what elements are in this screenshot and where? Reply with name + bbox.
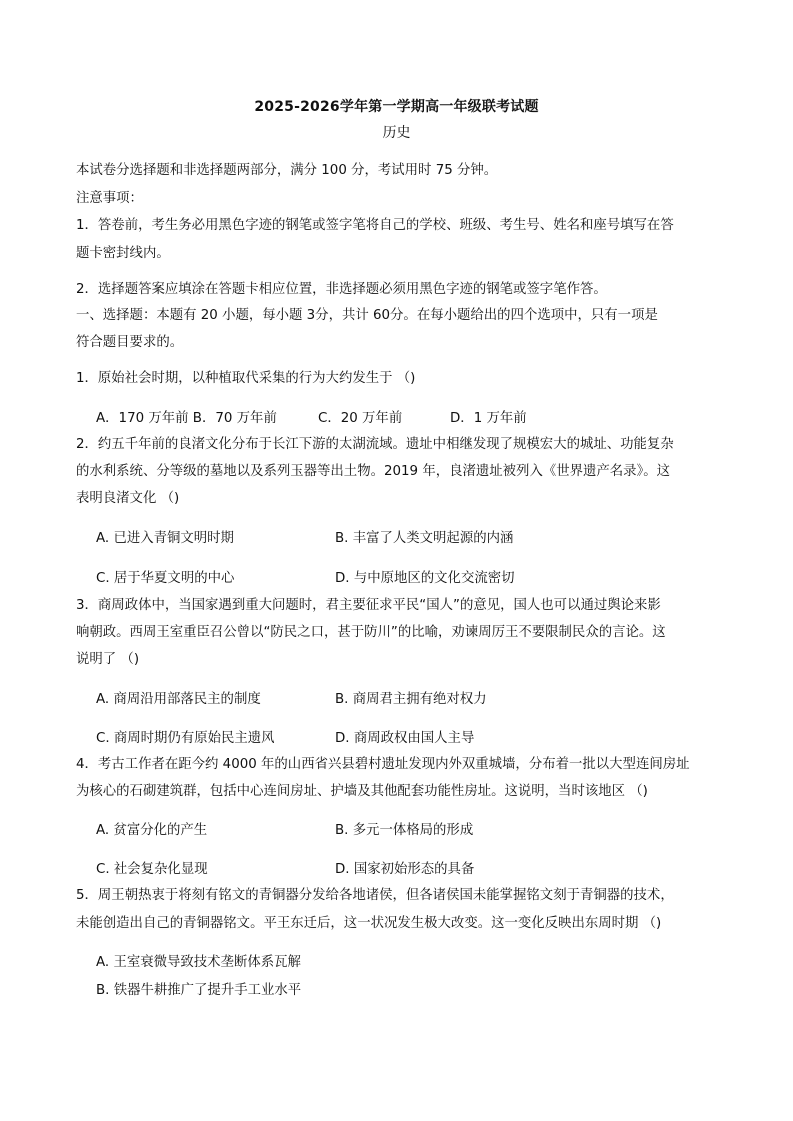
note-1-line-2: 题卡密封线内。 (76, 246, 170, 261)
question-1-options (0, 410, 793, 428)
option-b: B. 商周君主拥有绝对权力 (335, 692, 487, 707)
question-1-stem: 1．原始社会时期，以种植取代采集的行为大约发生于 （) (76, 371, 416, 386)
option-d: D. 商周政权由国人主导 (335, 731, 475, 746)
question-4-options-row-1 (0, 822, 793, 840)
option-c: C．20 万年前 (318, 411, 403, 426)
question-2-options-row-2 (0, 570, 793, 588)
option-a: A. 贫富分化的产生 (96, 823, 208, 838)
question-4-options-row-2 (0, 861, 793, 879)
question-4-stem-line-2: 为核心的石砌建筑群，包括中心连间房址、护墙及其他配套功能性房址。这说明，当时该地区 （) (76, 784, 648, 799)
question-2-stem-line-1: 2．约五千年前的良渚文化分布于长江下游的太湖流域。遗址中相继发现了规模宏大的城址、功能复杂 (76, 437, 674, 452)
note-2: 2．选择题答案应填涂在答题卡相应位置，非选择题必须用黑色字迹的钢笔或签字笔作答。 (76, 282, 607, 297)
option-b: B. 丰富了人类文明起源的内涵 (335, 531, 514, 546)
option-d: D. 国家初始形态的具备 (335, 862, 475, 877)
question-5-option-b: B. 铁器牛耕推广了提升手工业水平 (96, 983, 302, 998)
exam-title: 2025-2026学年第一学期高一年级联考试题 (254, 99, 539, 115)
option-b: B. 多元一体格局的形成 (335, 823, 474, 838)
question-4-stem-line-1: 4．考古工作者在距今约 4000 年的山西省兴县碧村遗址发现内外双重城墙，分布着一批以大型连间房址 (76, 757, 690, 772)
question-5-stem-line-1: 5．周王朝热衷于将刻有铭文的青铜器分发给各地诸侯，但各诸侯国未能掌握铭文刻于青铜器的技术， (76, 888, 674, 903)
option-d: D. 与中原地区的文化交流密切 (335, 571, 515, 586)
question-5-option-a: A. 王室衰微导致技术垄断体系瓦解 (96, 955, 301, 970)
question-2-stem-line-3: 表明良渚文化 （) (76, 491, 180, 506)
option-a: A. 已进入青铜文明时期 (96, 531, 234, 546)
notes-heading: 注意事项： (76, 191, 143, 206)
question-5-stem-line-2: 未能创造出自己的青铜器铭文。平王东迁后，这一状况发生极大改变。这一变化反映出东周时期 （) (76, 916, 662, 931)
subject-title: 历史 (382, 125, 411, 141)
question-2-stem-line-2: 的水利系统、分等级的墓地以及系列玉器等出土物。2019 年，良渚遗址被列入《世界遗产名录》。这 (76, 464, 671, 479)
option-a-b: A．170 万年前 B．70 万年前 (96, 411, 277, 426)
question-3-options-row-1 (0, 691, 793, 709)
option-d: D．1 万年前 (450, 411, 527, 426)
section-instruction-line-2: 符合题目要求的。 (76, 335, 184, 350)
question-3-stem-line-1: 3．商周政体中，当国家遇到重大问题时，君主要征求平民“国人”的意见，国人也可以通过舆论来影 (76, 598, 661, 613)
question-3-stem-line-2: 响朝政。西周王室重臣召公曾以“防民之口，甚于防川”的比喻，劝谏周厉王不要限制民众的言论。这 (76, 625, 666, 640)
question-3-options-row-2 (0, 730, 793, 748)
note-1-line-1: 1．答卷前，考生务必用黑色字迹的钢笔或签字笔将自己的学校、班级、考生号、姓名和座号填写在答 (76, 218, 674, 233)
question-3-stem-line-3: 说明了 （) (76, 652, 140, 667)
exam-summary: 本试卷分选择题和非选择题两部分，满分 100 分，考试用时 75 分钟。 (76, 163, 498, 178)
option-c: C. 居于华夏文明的中心 (96, 571, 235, 586)
section-instruction-line-1: 一、选择题：本题有 20 小题，每小题 3分，共计 60分。在每小题给出的四个选项中，只有一项是 (76, 308, 658, 323)
option-c: C. 社会复杂化显现 (96, 862, 208, 877)
option-c: C. 商周时期仍有原始民主遗风 (96, 731, 275, 746)
question-2-options-row-1 (0, 530, 793, 548)
option-a: A. 商周沿用部落民主的制度 (96, 692, 261, 707)
